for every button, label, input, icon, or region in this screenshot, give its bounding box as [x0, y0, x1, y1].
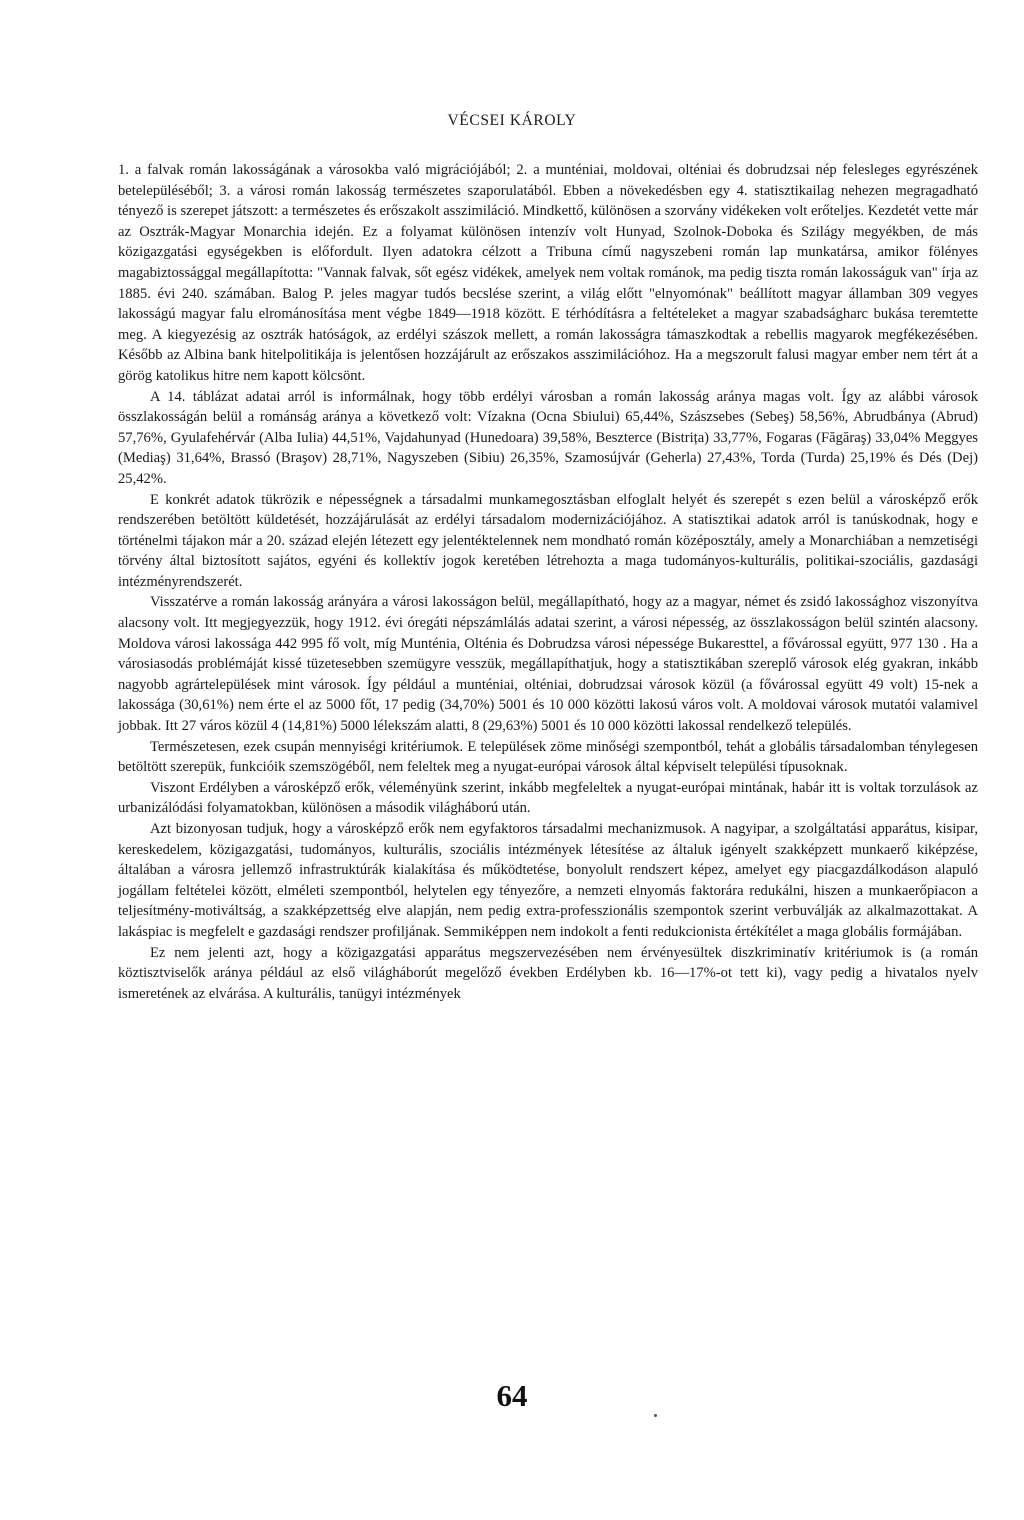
body-text	[118, 160, 978, 1004]
paragraph-3: E konkrét adatok tükrözik e népességnek a társadalmi munkamegosztásban elfoglalt helyét és szerepét s ezen belül a városképző erők rendszerében betöltött küldetését, hozzájárulását az erdélyi társadalom modernizációjához. A statisztikai adatok arról is tanúskodnak, hogy e történelmi tájakon már a 20. század elején létezett egy jelentéktelennek nem mondható román középosztály, amely a Monarchiában a nemzetiségi törvény által biztosított sajátos, egyéni és kollektív jogok keretében létrehozta a maga tudományos-kulturális, politikai-szociális, gazdasági intézményrendszerét.	[118, 491, 978, 590]
page-number: 64	[496, 1378, 528, 1413]
paragraph-6: Viszont Erdélyben a városképző erők, véleményünk szerint, inkább megfeleltek a nyugat-európai mintának, habár itt is voltak torzulások az urbanizálódási folyamatokban, különösen a második világháború után.	[118, 779, 978, 817]
paragraph-2: A 14. táblázat adatai arról is informálnak, hogy több erdélyi városban a román lakosság aránya magas volt. Így az alábbi városok összlakosságán belül a románság aránya a következő volt: Vízakna (Ocna Sbiului) 65,44%, Szászsebes (Sebeş) 58,56%, Abrudbánya (Abrud) 57,76%, Gyulafehérvár (Alba Iulia) 44,51%, Vajdahunyad (Hunedoara) 39,58%, Beszterce (Bistrița) 33,77%, Fogaras (Făgăraş) 33,04% Meggyes (Mediaş) 31,64%, Brassó (Braşov) 28,71%, Nagyszeben (Sibiu) 26,35%, Szamosújvár (Geherla) 27,43%, Torda (Turda) 25,19% és Dés (Dej) 25,42%.	[118, 388, 978, 487]
running-head: VÉCSEI KÁROLY	[447, 112, 577, 129]
paragraph-7: Azt bizonyosan tudjuk, hogy a városképző erők nem egyfaktoros társadalmi mechanizmusok. A nagyipar, a szolgáltatási apparátus, kisipar, kereskedelem, közigazgatási, tudományos, kulturális, szociális intézmények létesítése az általuk igényelt szakképzett munkaerő kiképzése, általában a városra jellemző infrastruktúrák kialakítása és működtetése, bonyolult rendszert képez, amelyet egy piacgazdálkodáson alapuló jogállam feltételei között, elméleti szempontból, helytelen egy tényezőre, a nemzeti elnyomás faktorára redukálni, hiszen a munkaerőpiacon a teljesítmény-motiváltság, a szakképzettség elve alapján, nem pedig extra-professzionális szempontok szerint verbuválják az alkalmazottakat. A lakáspiac is megfelelt e gazdasági rendszer profiljának. Semmiképpen nem indokolt a fenti redukcionista értékítélet a maga globális formájában.	[118, 821, 978, 940]
paragraph-1: 1. a falvak román lakosságának a városokba való migrációjából; 2. a munténiai, moldovai, olténiai és dobrudzsai nép felesleges egyrészének betelepüléséből; 3. a városi román lakosság természetes szaporulatából. Ebben a növekedésben egy 4. statisztikailag nehezen megragadható tényező is szerepet játszott: a természetes és erőszakolt asszimiláció. Mindkettő, különösen a szorvány vidékeken volt erőteljes. Kezdetét vette már az Osztrák-Magyar Monarchia idején. Ez a folyamat különösen intenzív volt Hunyad, Szolnok-Doboka és Szilágy megyékben, de más közigazgatási egységekben is előfordult. Ilyen adatokra célzott a Tribuna című nagyszebeni román lap munkatársa, amikor fölényes magabiztossággal megállapította: "Vannak falvak, sőt egész vidékek, amelyek nem voltak románok, ma pedig tiszta román lakosságuk van" írja az 1885. évi 240. számában. Balog P. jeles magyar tudós becslése szerint, a világ előtt "elnyomónak" beállított magyar államban 309 vegyes lakosságú magyar falu elrománosítása ment végbe 1849—1918 között. E térhódításra a feltételeket a magyar szabadságharc bukása teremtette meg. A kiegyezésig az osztrák hatóságok, az erdélyi szászok mellett, a román lakosságra támaszkodtak a rebellis magyarok megfékezésében. Később az Albina bank hitelpolitikája is jelentősen hozzájárult az erőszakos asszimilációhoz. Ha a megszorult falusi magyar ember nem tért át a görög katolikus hitre nem kapott kölcsönt.	[118, 162, 978, 384]
paragraph-8: Ez nem jelenti azt, hogy a közigazgatási apparátus megszervezésében nem érvényesültek diszkriminatív kritériumok is (a román köztisztviselők aránya például az első világháborút megelőző években Erdélyben kb. 16—17%-ot tett ki), vagy pedig a hivatalos nyelv ismeretének az elvárása. A kulturális, tanügyi intézmények	[118, 944, 978, 1002]
paragraph-4: Visszatérve a román lakosság arányára a városi lakosságon belül, megállapítható, hogy az a magyar, német és zsidó lakossághoz viszonyítva alacsony volt. Itt megjegyezzük, hogy 1912. évi óregáti népszámlálás adatai szerint, a városi népesség, az összlakosságon belül szintén alacsony. Moldova városi lakossága 442 995 fő volt, míg Munténia, Olténia és Dobrudzsa városi népessége Bukaresttel, a fővárossal együtt, 977 130 . Ha a városiasodás problémáját kissé tüzetesebben szemügyre vesszük, megállapíthatjuk, hogy a statisztikában szereplő városok elég gyakran, inkább nagyobb agrártelepülések mint városok. Így például a munténiai, olténiai, dobrudzsai városok közül (a fővárossal együtt 49 volt) 15-nek a lakossága (30,61%) nem érte el az 5000 főt, 17 pedig (34,70%) 5001 és 10 000 közötti lakosú város volt. A moldovai városok mutatói valamivel jobbak. Itt 27 város közül 4 (14,81%) 5000 lélekszám alatti, 8 (29,63%) 5001 és 10 000 közötti lakossal rendelkező település.	[118, 594, 978, 735]
scan-speck	[654, 1414, 657, 1417]
paragraph-5: Természetesen, ezek csupán mennyiségi kritériumok. E települések zöme minőségi szempontból, tehát a globális társadalomban ténylegesen betöltött szerepük, funkcióik szemszögéből, nem feleltek meg a nyugat-európai városok által képviselt települési típusoknak.	[118, 738, 978, 776]
